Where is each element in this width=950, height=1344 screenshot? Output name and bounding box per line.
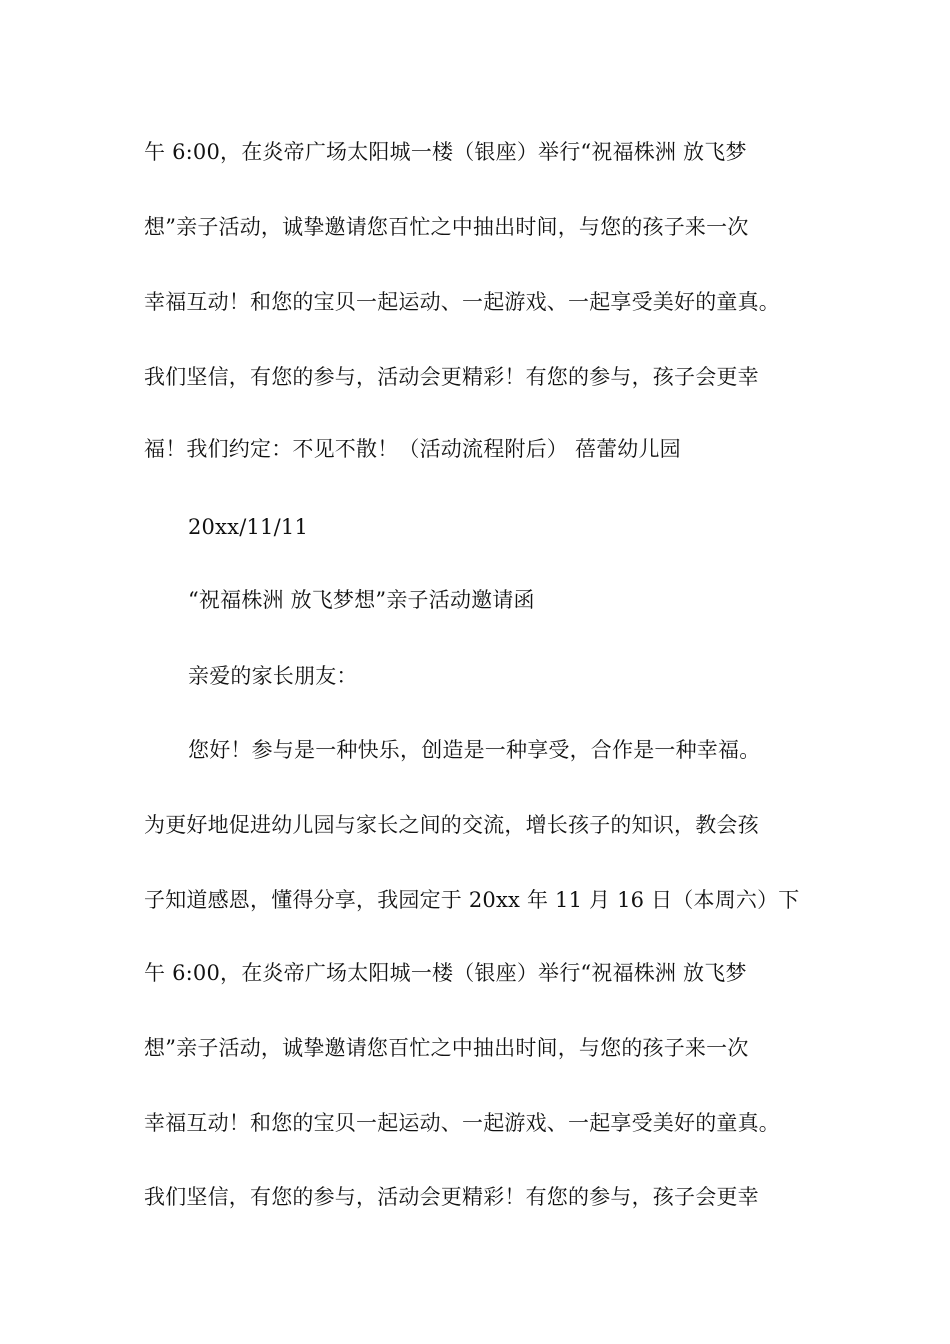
salutation: 亲爱的家长朋友： [188, 664, 358, 688]
paragraph-line: 想”亲子活动，诚挚邀请您百忙之中抽出时间，与您的孩子来一次 [144, 215, 749, 239]
paragraph-line: 午 6:00，在炎帝广场太阳城一楼（银座）举行“祝福株洲 放飞梦 [144, 140, 747, 164]
signature-line: 福！我们约定：不见不散！（活动流程附后） 蓓蕾幼儿园 [144, 437, 681, 461]
date-line: 20xx/11/11 [188, 515, 309, 539]
letter-title: “祝福株洲 放飞梦想”亲子活动邀请函 [188, 588, 535, 612]
paragraph-line: 子知道感恩，懂得分享，我园定于 20xx 年 11 月 16 日（本周六）下 [144, 888, 800, 912]
paragraph-line: 幸福互动！和您的宝贝一起运动、一起游戏、一起享受美好的童真。 [144, 290, 780, 314]
paragraph-line: 想”亲子活动，诚挚邀请您百忙之中抽出时间，与您的孩子来一次 [144, 1036, 749, 1060]
paragraph-line: 午 6:00，在炎帝广场太阳城一楼（银座）举行“祝福株洲 放飞梦 [144, 961, 747, 985]
paragraph-line: 您好！参与是一种快乐，创造是一种享受，合作是一种幸福。 [188, 738, 761, 762]
paragraph-line: 我们坚信，有您的参与，活动会更精彩！有您的参与，孩子会更幸 [144, 365, 759, 389]
paragraph-line: 幸福互动！和您的宝贝一起运动、一起游戏、一起享受美好的童真。 [144, 1111, 780, 1135]
paragraph-line: 为更好地促进幼儿园与家长之间的交流，增长孩子的知识，教会孩 [144, 813, 759, 837]
paragraph-line: 我们坚信，有您的参与，活动会更精彩！有您的参与，孩子会更幸 [144, 1185, 759, 1209]
